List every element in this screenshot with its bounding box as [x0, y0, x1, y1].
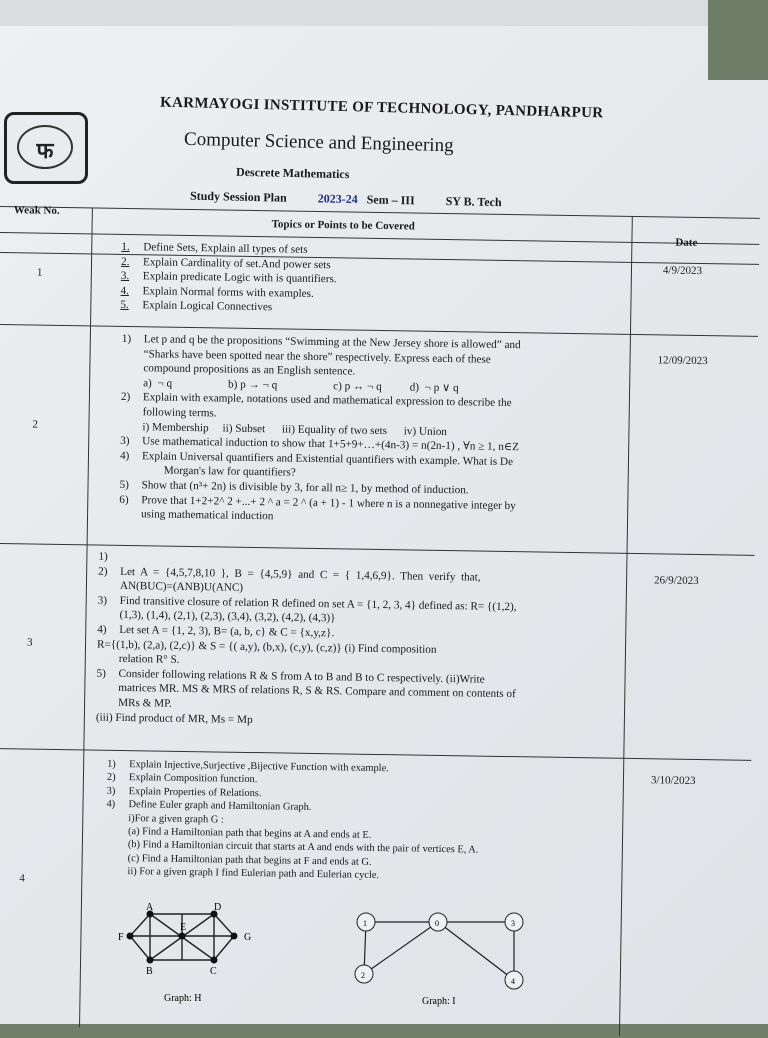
list-item: i)For a given graph G :: [128, 812, 224, 826]
date-column-header: Date: [675, 236, 698, 249]
list-item: 6) Prove that 1+2+2^ 2 +...+ 2 ^ a = 2 ^ (a + 1) - 1 where n is a nonnegative integer by: [119, 493, 516, 512]
list-item: relation R° S.: [118, 653, 180, 667]
department-name: Computer Science and Engineering: [183, 128, 454, 157]
graph-h-vertex: [179, 933, 186, 940]
academic-year: 2023-24: [317, 191, 358, 207]
graph-h-vertex: [211, 957, 218, 964]
list-item: 2) Explain Composition function.: [106, 772, 258, 786]
vertex-label: 4: [511, 977, 515, 986]
vertex-label: A: [146, 902, 154, 913]
list-item: (b) Find a Hamiltonian circuit that starts at A and ends with the pair of vertices E, A.: [127, 839, 479, 857]
topics-column-header: Topics or Points to be Covered: [271, 218, 415, 233]
institute-logo: [4, 112, 88, 184]
graph-h-vertex: [231, 933, 238, 940]
list-item: i) Membership ii) Subset iii) Equality of two sets iv) Union: [142, 420, 448, 438]
list-item: 3. Explain predicate Logic with is quantifiers.: [120, 270, 337, 286]
week-number: 3: [26, 636, 33, 649]
vertex-label: 1: [363, 919, 367, 928]
week-topics: [119, 332, 521, 528]
background-table: [708, 0, 768, 80]
week-date: 12/09/2023: [657, 354, 708, 368]
logo-emblem-icon: फ: [17, 125, 73, 169]
list-item: 5) Consider following relations R & S from A to B and B to C respectively. (ii)Write: [96, 667, 485, 686]
list-item: 1): [98, 550, 108, 563]
list-item: 2. Explain Cardinality of set.And power sets: [120, 255, 331, 271]
week-number: 2: [32, 418, 39, 431]
list-item: R={(1,b), (2,a), (2,c)} & S = {( a,y), (b,x), (c,y), (c,z)} (i) Find composition: [96, 638, 437, 656]
week-topics: [120, 240, 337, 316]
vertex-label: 3: [511, 919, 515, 928]
class-name: SY B. Tech: [445, 194, 502, 210]
list-item: 5) Show that (n³+ 2n) is divisible by 3, for all n≥ 1, by method of induction.: [119, 478, 469, 497]
list-item: 3) Explain Properties of Relations.: [106, 785, 262, 799]
plan-title: Study Session Plan: [189, 188, 287, 205]
week-topics: [96, 550, 518, 732]
list-item: 1) Let p and q be the propositions “Swimming at the New Jersey shore is allowed” and: [121, 332, 521, 352]
week-topics: [105, 758, 479, 884]
list-item: matrices MR. MS & MRS of relations R, S & RS. Compare and comment on contents of: [118, 682, 516, 701]
vertex-label: E: [180, 922, 187, 933]
semester: Sem – III: [366, 192, 415, 208]
list-item: 3) Use mathematical induction to show that 1+5+9+…+(4n-3) = n(2n-1) , ∀n ≥ 1, n∈Z: [120, 435, 520, 454]
list-item: 4) Explain Universal quantifiers and Existential quantifiers with example. What is De: [119, 449, 514, 468]
subject-name: Descrete Mathematics: [235, 164, 350, 182]
list-item: a) ¬ q b) p → ¬ q c) p ↔ ¬ q d) ¬ p ∨ q: [143, 377, 459, 395]
week-number: 1: [36, 266, 43, 279]
list-item: MRs & MP.: [118, 696, 173, 710]
list-item: (iii) Find product of MR, Ms = Mp: [95, 711, 253, 726]
paper-edge: [0, 0, 768, 26]
vertex-label: B: [146, 966, 153, 977]
list-item: 3) Find transitive closure of relation R defined on set A = {1, 2, 3, 4} defined as: R= {(1,2),: [97, 594, 517, 613]
vertex-label: 2: [361, 971, 365, 980]
graph-h-vertex: [147, 957, 154, 964]
list-item: 1) Explain Injective,Surjective ,Bijective Function with example.: [107, 758, 389, 775]
week-number: 4: [19, 872, 25, 885]
list-item: 4. Explain Normal forms with examples.: [120, 284, 314, 300]
list-item: 4) Define Euler graph and Hamiltonian Graph.: [106, 798, 312, 814]
vertex-label: 0: [435, 919, 439, 928]
week-date: 4/9/2023: [662, 264, 703, 278]
list-item: 4) Let set A = {1, 2, 3), B= (a, b, c} & C = {x,y,z}.: [97, 623, 335, 640]
graph-figures: [110, 900, 530, 1020]
list-item: Morgan's law for quantifiers?: [163, 464, 296, 480]
list-item: 2) Let A = {4,5,7,8,10 }, B = {4,5,9} and C = { 1,4,6,9}. Then verify that,: [98, 565, 481, 584]
graph-h-caption: Graph: H: [164, 993, 202, 1004]
week-date: 3/10/2023: [650, 774, 696, 787]
institute-name: KARMAYOGI INSTITUTE OF TECHNOLOGY, PANDHARPUR: [159, 94, 604, 122]
graph-h-vertex: [127, 933, 134, 940]
list-item: 1. Define Sets, Explain all types of sets: [121, 240, 308, 256]
list-item: compound propositions as an English sentence.: [143, 362, 356, 378]
list-item: 2) Explain with example, notations used and mathematical expression to describe the: [120, 391, 512, 410]
list-item: (c) Find a Hamiltonian path that begins at F and ends at G.: [127, 852, 372, 868]
list-item: (1,3), (1,4), (2,1), (2,3), (3,4), (3,2), (4,2), (4,3)}: [119, 609, 336, 625]
week-column-header: Weak No.: [13, 204, 60, 217]
list-item: AN(BUC)=(ANB)U(ANC): [119, 580, 244, 595]
week-date: 26/9/2023: [654, 574, 699, 588]
vertex-label: F: [118, 932, 124, 943]
vertex-label: C: [210, 966, 217, 977]
list-item: using mathematical induction: [140, 508, 274, 523]
list-item: (a) Find a Hamiltonian path that begins at A and ends at E.: [128, 826, 372, 841]
vertex-label: G: [244, 932, 252, 943]
list-item: ii) For a given graph I find Eulerian path and Eulerian cycle.: [127, 866, 380, 882]
list-item: following terms.: [142, 406, 217, 420]
graph-i-caption: Graph: I: [422, 996, 456, 1007]
vertex-label: D: [214, 902, 222, 913]
list-item: “Sharks have been spotted near the shore” respectively. Express each of these: [143, 347, 491, 366]
list-item: 5. Explain Logical Connectives: [120, 299, 273, 314]
